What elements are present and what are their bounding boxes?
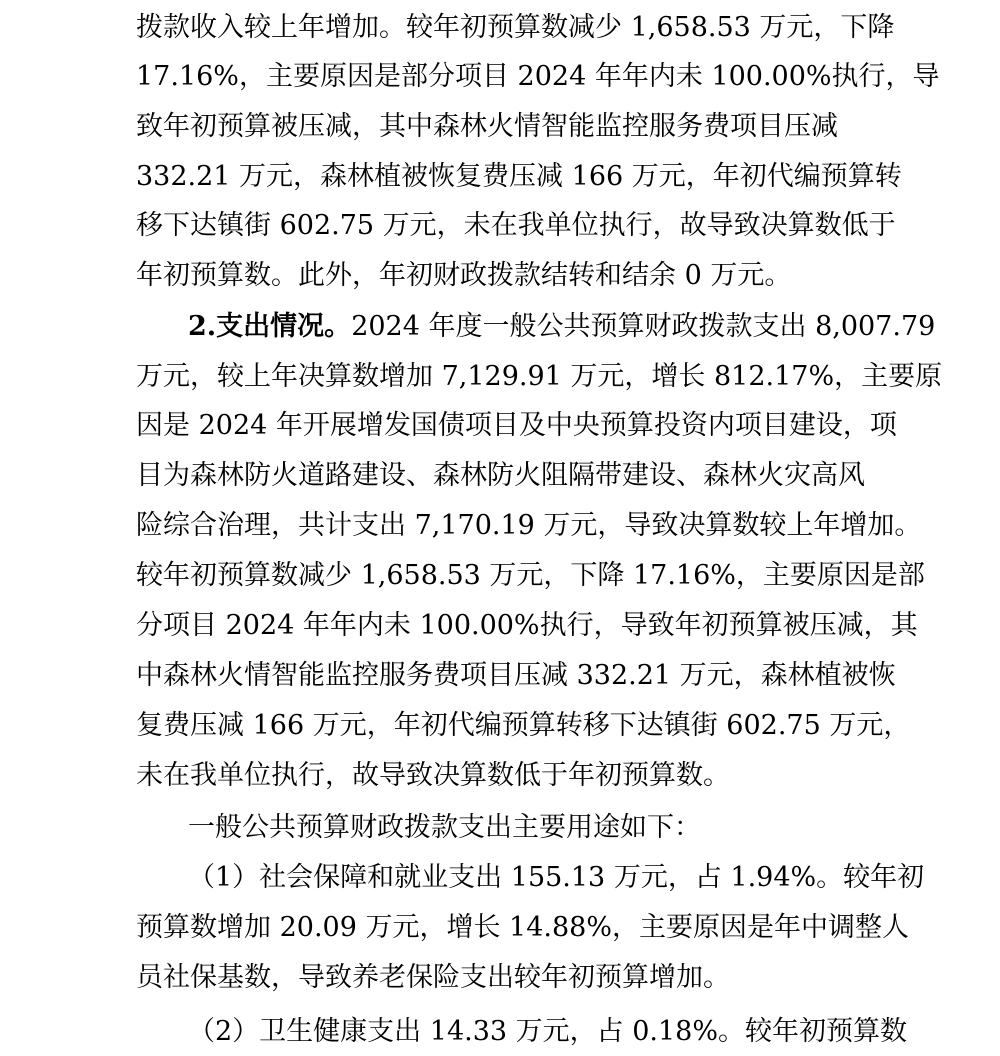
paragraph-line xyxy=(0,406,1000,446)
line-text: 移下达镇街 602.75 万元，未在我单位执行，故导致决算数低于 xyxy=(136,210,896,241)
paragraph-line xyxy=(0,357,1000,397)
paragraph-line xyxy=(0,8,1000,48)
line-text: 因是 2024 年开展增发国债项目及中央预算投资内项目建设，项 xyxy=(136,410,897,441)
line-text: 目为森林防火道路建设、森林防火阻隔带建设、森林火灾高风 xyxy=(136,460,865,491)
section-heading: 2.支出情况。 xyxy=(188,311,352,342)
line-text: 2024 年度一般公共预算财政拨款支出 8,007.79 xyxy=(351,311,936,342)
line-text: 致年初预算被压减，其中森林火情智能监控服务费项目压减 xyxy=(136,111,838,142)
line-text: 险综合治理，共计支出 7,170.19 万元，导致决算数较上年增加。 xyxy=(136,510,922,541)
paragraph-line xyxy=(0,57,1000,97)
paragraph-line xyxy=(0,456,1000,496)
paragraph-line xyxy=(0,206,1000,246)
paragraph-line xyxy=(0,756,1000,796)
list-item-line xyxy=(0,1012,1000,1052)
line-text: 分项目 2024 年年内未 100.00%执行，导致年初预算被压减，其 xyxy=(136,610,918,641)
line-text: 复费压减 166 万元，年初代编预算转移下达镇街 602.75 万元， xyxy=(136,710,911,741)
paragraph-line xyxy=(0,556,1000,596)
list-item-line xyxy=(0,858,1000,898)
line-text: （2）卫生健康支出 14.33 万元，占 0.18%。较年初预算数 xyxy=(188,1016,907,1047)
paragraph-line xyxy=(0,958,1000,998)
line-text: 拨款收入较上年增加。较年初预算数减少 1,658.53 万元，下降 xyxy=(136,12,895,43)
line-text: 一般公共预算财政拨款支出主要用途如下： xyxy=(188,812,701,843)
line-text: 预算数增加 20.09 万元，增长 14.88%，主要原因是年中调整人 xyxy=(136,912,909,943)
section-heading-line xyxy=(0,307,1000,347)
line-text: 未在我单位执行，故导致决算数低于年初预算数。 xyxy=(136,760,730,791)
paragraph-line xyxy=(0,808,1000,848)
paragraph-line xyxy=(0,606,1000,646)
paragraph-line xyxy=(0,706,1000,746)
line-text: 员社保基数，导致养老保险支出较年初预算增加。 xyxy=(136,962,730,993)
paragraph-line xyxy=(0,107,1000,147)
line-text: 年初预算数。此外，年初财政拨款结转和结余 0 万元。 xyxy=(136,260,792,291)
paragraph-line xyxy=(0,506,1000,546)
line-text: 17.16%，主要原因是部分项目 2024 年年内未 100.00%执行，导 xyxy=(136,61,940,92)
paragraph-line xyxy=(0,157,1000,197)
paragraph-line xyxy=(0,256,1000,296)
paragraph-line xyxy=(0,656,1000,696)
paragraph-line xyxy=(0,908,1000,948)
line-text: 332.21 万元，森林植被恢复费压减 166 万元，年初代编预算转 xyxy=(136,161,902,192)
line-text: （1）社会保障和就业支出 155.13 万元，占 1.94%。较年初 xyxy=(188,862,925,893)
line-text: 万元，较上年决算数增加 7,129.91 万元，增长 812.17%，主要原 xyxy=(136,361,943,392)
line-text: 中森林火情智能监控服务费项目压减 332.21 万元，森林植被恢 xyxy=(136,660,896,691)
line-text: 较年初预算数减少 1,658.53 万元，下降 17.16%，主要原因是部 xyxy=(136,560,925,591)
